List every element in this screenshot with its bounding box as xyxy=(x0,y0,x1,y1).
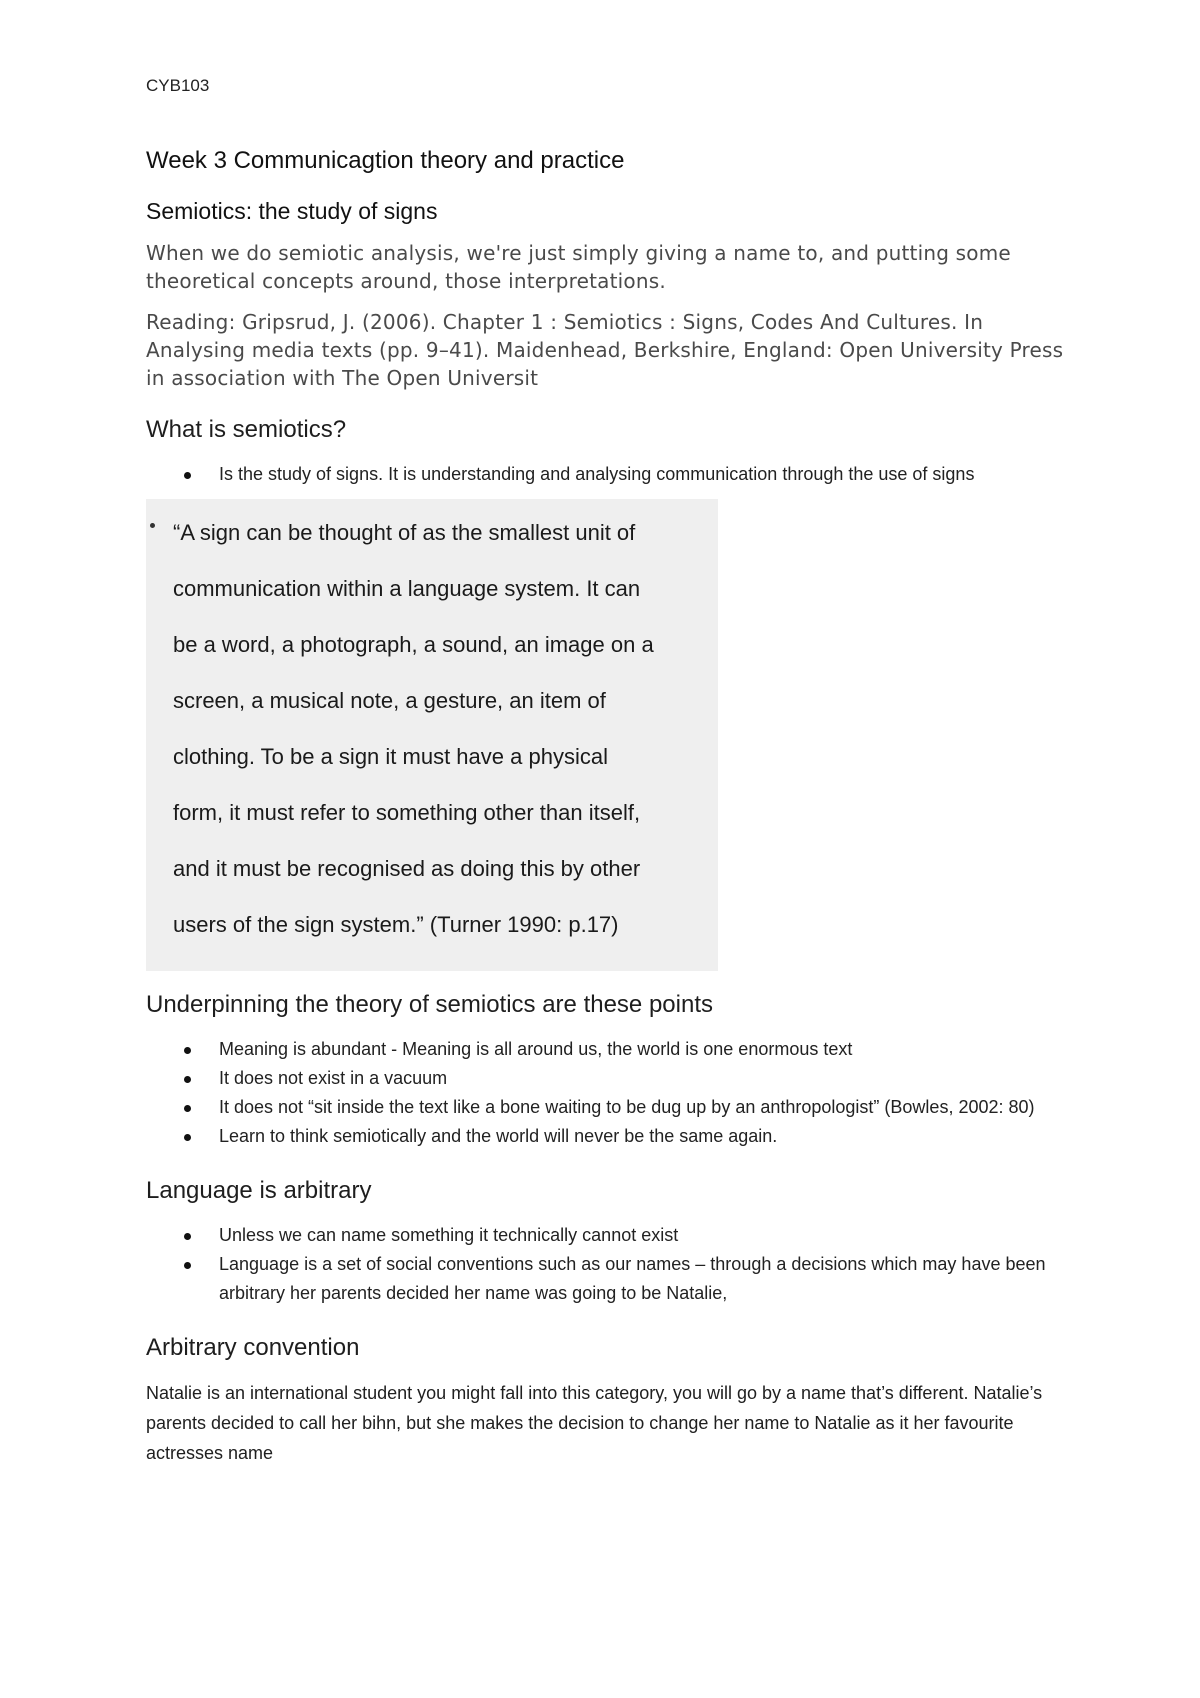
list-item xyxy=(146,460,1066,489)
list-item xyxy=(146,1035,1066,1064)
quote-image xyxy=(146,499,718,971)
list-item xyxy=(146,1093,1066,1122)
document-subtitle: Semiotics: the study of signs xyxy=(146,198,438,224)
document-body xyxy=(146,145,1066,1468)
document-title: Week 3 Communicagtion theory and practice xyxy=(146,147,625,174)
heading-language-arbitrary: Language is arbitrary xyxy=(146,1177,372,1204)
quote-line: screen, a musical note, a gesture, an item of xyxy=(173,688,606,713)
heading-what-is-semiotics: What is semiotics? xyxy=(146,416,347,443)
bullet-icon xyxy=(184,1134,191,1141)
bullet-icon xyxy=(184,1047,191,1054)
quote-line: communication within a language system. It can xyxy=(173,576,641,601)
bullet-icon xyxy=(184,1105,191,1112)
list-item xyxy=(146,1064,1066,1093)
bullet-list-underpinning xyxy=(146,1035,1066,1151)
arbitrary-convention-paragraph: Natalie is an international student you might fall into this category, you will go by a name that’s different. Natalie’s parents decided to call her bihn, but she makes the decision to change her name to Natalie as it her favourite actresses name xyxy=(146,1383,1043,1463)
quote-line: be a word, a photograph, a sound, an image on a xyxy=(173,632,654,657)
quote-line: and it must be recognised as doing this by other xyxy=(173,856,641,881)
list-item-text: Meaning is abundant - Meaning is all around us, the world is one enormous text xyxy=(219,1039,853,1059)
list-item xyxy=(146,1221,1066,1250)
bullet-icon xyxy=(184,1076,191,1083)
quote-line: clothing. To be a sign it must have a physical xyxy=(173,744,608,769)
list-item-text: Learn to think semiotically and the world will never be the same again. xyxy=(219,1126,778,1146)
list-item-text: Unless we can name something it technically cannot exist xyxy=(219,1225,679,1245)
list-item-text: Language is a set of social conventions such as our names – through a decisions which may have been arbitrary her parents decided her name was going to be Natalie, xyxy=(219,1254,1046,1303)
bullet-list-language xyxy=(146,1221,1066,1308)
bullet-icon xyxy=(184,1233,191,1240)
list-item-text: It does not “sit inside the text like a bone waiting to be dug up by an anthropologist” (Bowles, 2002: 80) xyxy=(219,1097,1035,1117)
heading-arbitrary-convention: Arbitrary convention xyxy=(146,1334,360,1361)
intro-paragraph: When we do semiotic analysis, we're just simply giving a name to, and putting some theoretical concepts around, those interpretations. xyxy=(146,241,1011,293)
heading-underpinning: Underpinning the theory of semiotics are these points xyxy=(146,991,713,1018)
course-code: CYB103 xyxy=(146,76,210,95)
list-item xyxy=(146,1250,1066,1308)
bullet-icon xyxy=(184,1262,191,1269)
reading-reference: Reading: Gripsrud, J. (2006). Chapter 1 : Semiotics : Signs, Codes And Cultures. In Analysing media texts (pp. 9–41). Maidenhead, Berkshire, England: Open University Press in association with The Open Universit xyxy=(146,310,1064,390)
list-item-text: Is the study of signs. It is understanding and analysing communication through the use of signs xyxy=(219,464,975,484)
bullet-list-what xyxy=(146,460,1066,489)
quote-line: “A sign can be thought of as the smallest unit of xyxy=(173,520,636,545)
list-item xyxy=(146,1122,1066,1151)
bullet-icon xyxy=(150,523,155,528)
quote-line: users of the sign system.” (Turner 1990: p.17) xyxy=(173,912,619,937)
quote-line: form, it must refer to something other than itself, xyxy=(173,800,641,825)
list-item-text: It does not exist in a vacuum xyxy=(219,1068,448,1088)
bullet-icon xyxy=(184,472,191,479)
